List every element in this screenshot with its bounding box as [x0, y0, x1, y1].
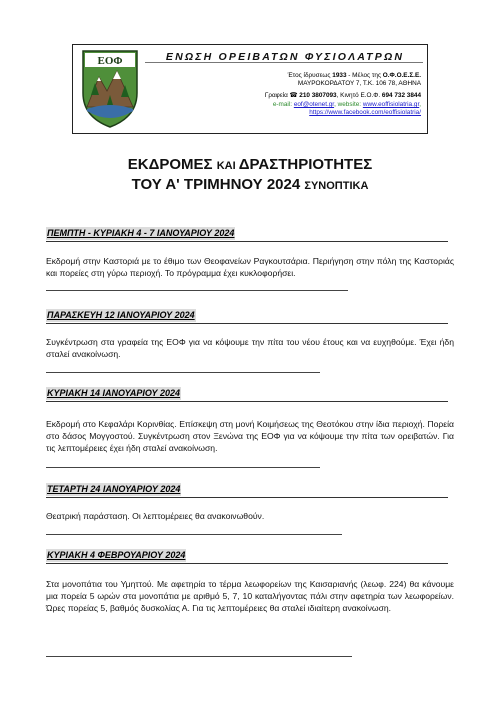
- event-description: Εκδρομή στο Κεφαλάρι Κορινθίας. Επίσκεψη στη μονή Κοιμήσεως της Θεοτόκου στην ίδια περιοχή. Πορεία στο δάσος Μογγοστού. Συγκέντρωση στον Ξενώνα της ΕΟΦ για να κόψουμε την πίτα των ορειβατών. Για τις λεπτομέρειες έχει ήδη σταλεί ανακοίνωση.: [46, 419, 454, 453]
- contact-line: e-mail: eof@otenet.gr, website: www.eoffisiolatria.gr,: [272, 101, 421, 108]
- facebook-line: [309, 109, 421, 117]
- event-rule: [46, 323, 448, 324]
- letterhead: [72, 44, 428, 134]
- address: ΜΑΥΡΟΚΟΡΔΑΤΟΥ 7, Τ.Κ. 106 78, ΑΘΗΝΑ: [297, 80, 421, 87]
- event-rule: [46, 563, 448, 564]
- separator: [46, 534, 342, 535]
- page-title-line2: ΤΟΥ Α' ΤΡΙΜΗΝΟΥ 2024 ΣΥΝΟΠΤΙΚΑ: [131, 176, 369, 193]
- event-date: ΤΕΤΑΡΤΗ 24 ΙΑΝΟΥΑΡΙΟΥ 2024: [47, 484, 181, 494]
- page-title-line1: ΕΚΔΡΟΜΕΣ ΚΑΙ ΔΡΑΣΤΗΡΙΟΤΗΤΕΣ: [127, 156, 373, 173]
- event-description: Στα μονοπάτια του Υμηττού. Με αφετηρία το τέρμα λεωφορείων της Καισαριανής (λεωφ. 224) θα κάνουμε μια πορεία 5 ωρών στα μονοπάτια με αριθμό 5, 7, 10 καταλήγοντας πάλι στην αφετηρία των λεωφορείων. Ώρες πορείας 5, βαθμός δυσκολίας Α. Για τις λεπτομέρειες θα σταλεί ιδιαίτερη ανακοίνωση.: [46, 579, 454, 613]
- event-description: Θεατρική παράσταση. Οι λεπτομέρειες θα ανακοινωθούν.: [46, 511, 265, 521]
- svg-text:ΕΟΦ: ΕΟΦ: [97, 55, 123, 67]
- org-name: ΕΝΩΣΗ ΟΡΕΙΒΑΤΩΝ ΦΥΣΙΟΛΑΤΡΩΝ: [165, 51, 405, 63]
- org-name-rule: [145, 62, 423, 63]
- facebook-link[interactable]: https://www.facebook.com/eoffisiolatria/: [309, 109, 421, 116]
- event-description: Εκδρομή στην Καστοριά με το έθιμο των Θεοφανείων Ραγκουτσάρια. Περιήγηση στην πόλη της Καστοριάς και πορείες στη γύρω περιοχή. Το πρόγραμμα έχει κυκλοφορήσει.: [46, 256, 454, 278]
- event-description: Συγκέντρωση στα γραφεία της ΕΟΦ για να κόψουμε την πίτα του νέου έτους και να ευχηθούμε. Έχει ήδη σταλεί ανακοίνωση.: [46, 337, 454, 359]
- separator: [46, 372, 320, 373]
- phones-line: Γραφεία ☎ 210 3807093, Κινητό Ε.Ο.Φ. 694 732 3844: [264, 92, 421, 99]
- event-date: ΚΥΡΙΑΚΗ 14 ΙΑΝΟΥΑΡΙΟΥ 2024: [47, 388, 181, 398]
- event-date: ΠΕΜΠΤΗ - ΚΥΡΙΑΚΗ 4 - 7 ΙΑΝΟΥΑΡΙΟΥ 2024: [47, 228, 235, 238]
- event-rule: [46, 401, 448, 402]
- email-link[interactable]: eof@otenet.gr: [293, 101, 335, 108]
- separator: [46, 467, 320, 468]
- separator: [46, 656, 352, 657]
- founded-line: Έτος ίδρυσεως 1933 - Μέλος της Ο.Φ.Ο.Ε.Σ.Ε.: [287, 72, 421, 79]
- eof-logo: [77, 49, 143, 129]
- website-link[interactable]: www.eoffisiolatria.gr: [362, 101, 420, 108]
- separator: [46, 290, 348, 291]
- event-date: ΚΥΡΙΑΚΗ 4 ΦΕΒΡΟΥΑΡΙΟΥ 2024: [47, 550, 186, 560]
- event-rule: [46, 497, 448, 498]
- event-rule: [46, 241, 448, 242]
- event-date: ΠΑΡΑΣΚΕΥΗ 12 ΙΑΝΟΥΑΡΙΟΥ 2024: [47, 310, 195, 320]
